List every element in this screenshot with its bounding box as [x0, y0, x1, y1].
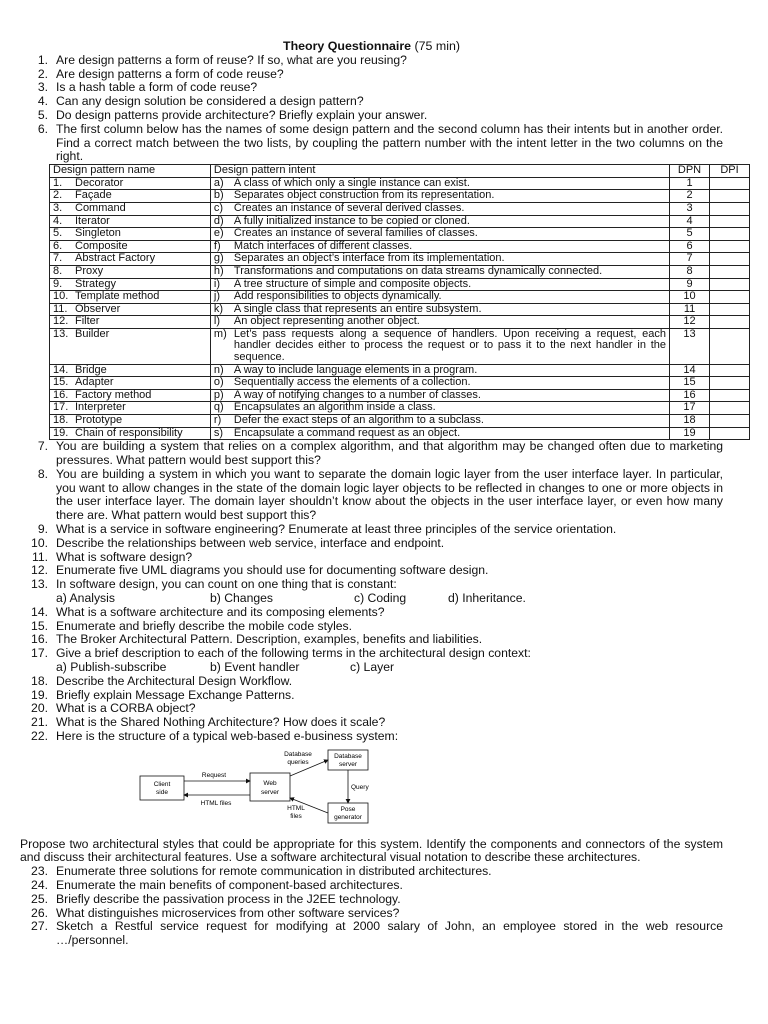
question-list-3	[20, 606, 723, 661]
intent-letter: p)	[213, 388, 224, 401]
intent-text: Creates an instance of several families of classes.	[233, 227, 478, 240]
question-text: Here is the structure of a typical web-based e-business system:	[56, 728, 399, 743]
dpn-cell: 14	[670, 364, 710, 377]
pattern-number: 13.	[53, 327, 69, 340]
intent-text: Creates an instance of several derived classes.	[233, 201, 465, 214]
pattern-number: 7.	[53, 252, 63, 265]
option-item: d) Inheritance.	[448, 591, 526, 605]
pattern-intent-cell	[210, 364, 669, 377]
dpn-cell: 9	[670, 278, 710, 291]
table-row	[50, 427, 750, 440]
web-label-2: server	[260, 788, 280, 796]
dpi-cell[interactable]	[710, 316, 750, 329]
question-text: Enumerate five UML diagrams you should use for documenting software design.	[56, 563, 489, 578]
pattern-name: Observer	[75, 302, 121, 315]
pattern-number: 2.	[53, 189, 63, 202]
question-text: Enumerate three solutions for remote communication in distributed architectures.	[56, 864, 492, 879]
question-text: The first column below has the names of some design pattern and the second column has their intents but in another order. Find a correct match between the two lists, by coupling the pattern number with the intent letter in the two columns on the right.	[56, 121, 723, 164]
pattern-name: Factory method	[75, 388, 152, 401]
duration-text: (75 min)	[414, 39, 460, 53]
option-item: b) Event handler	[210, 659, 300, 674]
pattern-name: Proxy	[75, 264, 104, 277]
dpi-cell[interactable]	[710, 253, 750, 266]
pattern-intent-cell	[210, 402, 669, 415]
intent-letter: i)	[213, 277, 221, 290]
question-item	[20, 81, 723, 95]
option-item: c) Layer	[350, 659, 395, 674]
question-item	[20, 920, 723, 948]
pattern-intent-cell	[210, 215, 669, 228]
question-number: 16.	[31, 632, 48, 647]
pattern-intent-cell	[210, 265, 669, 278]
dpi-cell[interactable]	[710, 202, 750, 215]
question-item	[20, 123, 723, 164]
intent-letter: j)	[213, 290, 221, 303]
intent-letter: c)	[213, 201, 224, 214]
pattern-name: Filter	[75, 315, 100, 328]
question-item	[20, 620, 723, 634]
pattern-name-cell	[50, 265, 211, 278]
question-item	[20, 865, 723, 879]
pattern-intent-cell	[210, 389, 669, 402]
pattern-name: Bridge	[75, 363, 107, 376]
pattern-name-cell	[50, 177, 211, 190]
intent-letter: n)	[213, 363, 224, 376]
question-number: 21.	[31, 715, 48, 730]
question-text: Sketch a Restful service request for modifying at 2000 salary of John, an employee stored in the web resource …/personnel.	[56, 919, 723, 948]
intent-text: Separates an object’s interface from its implementation.	[233, 252, 505, 265]
pattern-name: Chain of responsibility	[75, 426, 183, 439]
question-number: 15.	[31, 618, 48, 633]
pattern-number: 4.	[53, 214, 63, 227]
pattern-number: 17.	[53, 401, 69, 414]
dpn-cell: 12	[670, 316, 710, 329]
dpn-cell: 8	[670, 265, 710, 278]
intent-letter: r)	[213, 414, 222, 427]
question-number: 19.	[31, 687, 48, 702]
dpi-cell[interactable]	[710, 427, 750, 440]
intent-letter: f)	[213, 239, 221, 252]
dpn-cell: 7	[670, 253, 710, 266]
question-number: 9.	[37, 522, 48, 537]
pose-label-1: Pose	[340, 805, 356, 813]
pattern-name: Façade	[75, 189, 112, 202]
pattern-intent-cell	[210, 328, 669, 364]
question-number: 6.	[37, 121, 48, 136]
question-number: 20.	[31, 701, 48, 716]
header-dpn: DPN	[670, 165, 710, 178]
q22-instructions: Propose two architectural styles that could be appropriate for this system. Identify the components and connectors of the system and discuss their architectural features. Use a software architectural visual notation to describe these architectures.	[20, 836, 723, 865]
question-text: What is software design?	[56, 549, 193, 564]
dpn-cell: 11	[670, 303, 710, 316]
dpi-cell[interactable]	[710, 240, 750, 253]
question-item	[20, 95, 723, 109]
pattern-name-cell	[50, 303, 211, 316]
pattern-number: 18.	[53, 414, 69, 427]
question-item	[20, 907, 723, 921]
question-item	[20, 440, 723, 468]
intent-text: A fully initialized instance to be copied or cloned.	[233, 214, 470, 227]
pattern-number: 16.	[53, 388, 69, 401]
pattern-name-cell	[50, 427, 211, 440]
pattern-name-cell	[50, 328, 211, 364]
question-number: 4.	[37, 94, 48, 109]
question-item	[20, 578, 723, 592]
dpn-cell: 16	[670, 389, 710, 402]
question-item	[20, 68, 723, 82]
pattern-name-cell	[50, 316, 211, 329]
pattern-name: Iterator	[75, 214, 110, 227]
dpn-cell: 17	[670, 402, 710, 415]
question-item	[20, 730, 723, 744]
question-text: Briefly describe the passivation process in the J2EE technology.	[56, 891, 401, 906]
pattern-name-cell	[50, 364, 211, 377]
dpn-cell: 10	[670, 291, 710, 304]
question-number: 10.	[31, 535, 48, 550]
question-item	[20, 523, 723, 537]
question-number: 2.	[37, 66, 48, 81]
html-files-bottom-label-1: HTML	[287, 804, 305, 812]
table-row	[50, 364, 750, 377]
intent-text: Transformations and computations on data streams dynamically connected.	[233, 264, 603, 277]
pattern-name-cell	[50, 291, 211, 304]
pattern-intent-cell	[210, 377, 669, 390]
client-side-box	[140, 776, 184, 800]
question-item	[20, 716, 723, 730]
question-number: 12.	[31, 563, 48, 578]
intent-letter: m)	[213, 327, 227, 340]
pattern-intent-cell	[210, 303, 669, 316]
question-text: Do design patterns provide architecture? Briefly explain your answer.	[56, 107, 428, 122]
question-text: Is a hash table a form of code reuse?	[56, 80, 258, 95]
question-list-5	[20, 865, 723, 948]
dpn-cell: 15	[670, 377, 710, 390]
intent-text: An object representing another object.	[233, 315, 420, 328]
table-row	[50, 202, 750, 215]
pattern-intent-cell	[210, 202, 669, 215]
dpi-cell[interactable]	[710, 389, 750, 402]
question-item	[20, 893, 723, 907]
question-text: Briefly explain Message Exchange Patterns.	[56, 687, 295, 702]
intent-letter: o)	[213, 376, 224, 389]
pattern-intent-cell	[210, 228, 669, 241]
intent-letter: b)	[213, 189, 224, 202]
pattern-number: 9.	[53, 277, 63, 290]
table-row	[50, 228, 750, 241]
question-number: 8.	[37, 466, 48, 481]
intent-text: A way of notifying changes to a number of classes.	[233, 388, 481, 401]
dpi-cell[interactable]	[710, 278, 750, 291]
intent-letter: s)	[213, 426, 224, 439]
pattern-name: Builder	[75, 327, 110, 340]
db-label-1: Database	[334, 752, 362, 760]
pattern-name: Command	[75, 201, 126, 214]
dpn-cell: 1	[670, 177, 710, 190]
question-text: In software design, you can count on one thing that is constant:	[56, 577, 397, 592]
pattern-intent-cell	[210, 415, 669, 428]
question-number: 25.	[31, 891, 48, 906]
question-item	[20, 537, 723, 551]
question-list-2	[20, 440, 723, 592]
pattern-number: 5.	[53, 227, 63, 240]
pattern-name-cell	[50, 402, 211, 415]
intent-text: A class of which only a single instance can exist.	[233, 176, 470, 189]
question-item	[20, 551, 723, 565]
option-item: c) Coding	[354, 591, 407, 605]
intent-text: A single class that represents an entire subsystem.	[233, 302, 482, 315]
table-row	[50, 215, 750, 228]
table-row	[50, 316, 750, 329]
question-item	[20, 468, 723, 523]
intent-text: A tree structure of simple and composite objects.	[233, 277, 472, 290]
pattern-number: 3.	[53, 201, 63, 214]
pattern-intent-cell	[210, 190, 669, 203]
pattern-intent-cell	[210, 253, 669, 266]
db-queries-label-2: queries	[287, 758, 309, 766]
question-item	[20, 606, 723, 620]
question-item	[20, 647, 723, 661]
q17-options	[20, 661, 723, 675]
table-row	[50, 278, 750, 291]
e-business-diagram	[138, 748, 408, 828]
pattern-name: Decorator	[75, 176, 124, 189]
question-number: 1.	[37, 52, 48, 67]
pattern-name-cell	[50, 228, 211, 241]
pattern-number: 11.	[53, 302, 68, 315]
pattern-name-cell	[50, 278, 211, 291]
pattern-name: Adapter	[75, 376, 114, 389]
question-item	[20, 689, 723, 703]
dpi-cell[interactable]	[710, 291, 750, 304]
pattern-intent-cell	[210, 278, 669, 291]
question-number: 5.	[37, 107, 48, 122]
pattern-intent-cell	[210, 177, 669, 190]
pattern-intent-cell	[210, 316, 669, 329]
dpi-cell[interactable]	[710, 228, 750, 241]
table-row	[50, 377, 750, 390]
intent-text: Separates object construction from its representation.	[233, 189, 495, 202]
pattern-number: 1.	[53, 176, 63, 189]
pattern-name-cell	[50, 190, 211, 203]
pattern-intent-cell	[210, 427, 669, 440]
pattern-name: Template method	[75, 290, 160, 303]
pattern-name-cell	[50, 253, 211, 266]
intent-text: A way to include language elements in a program.	[233, 363, 478, 376]
header-name: Design pattern name	[50, 165, 211, 178]
question-item	[20, 675, 723, 689]
pattern-name: Prototype	[75, 414, 123, 427]
pattern-number: 14.	[53, 363, 69, 376]
dpn-cell: 13	[670, 328, 710, 364]
pattern-intent-cell	[210, 240, 669, 253]
dpi-cell[interactable]	[710, 415, 750, 428]
table-row	[50, 190, 750, 203]
intent-letter: h)	[213, 264, 224, 277]
question-text: What is a service in software engineering? Enumerate at least three principles of the service orientation.	[56, 522, 617, 537]
client-label-1: Client	[153, 780, 171, 788]
question-number: 11.	[31, 549, 48, 564]
table-row	[50, 303, 750, 316]
intent-letter: l)	[213, 315, 221, 328]
table-row	[50, 240, 750, 253]
table-row	[50, 402, 750, 415]
intent-letter: g)	[213, 252, 224, 265]
dpi-cell[interactable]	[710, 303, 750, 316]
web-label-1: Web	[263, 779, 277, 787]
question-number: 26.	[31, 905, 48, 920]
pattern-name-cell	[50, 215, 211, 228]
question-number: 3.	[37, 80, 48, 95]
pattern-number: 10.	[53, 290, 69, 303]
option-item: a) Publish-subscribe	[56, 659, 167, 674]
dpn-cell: 3	[670, 202, 710, 215]
dpi-cell[interactable]	[710, 364, 750, 377]
question-item	[20, 633, 723, 647]
table-row	[50, 389, 750, 402]
html-files-bottom-label-2: files	[290, 812, 302, 820]
question-text: The Broker Architectural Pattern. Description, examples, benefits and liabilities.	[56, 632, 483, 647]
q13-options	[20, 592, 723, 606]
pattern-number: 8.	[53, 264, 63, 277]
question-text: Describe the relationships between web service, interface and endpoint.	[56, 535, 445, 550]
db-label-2: server	[338, 760, 358, 768]
dpn-cell: 19	[670, 427, 710, 440]
question-text: Enumerate the main benefits of component-based architectures.	[56, 877, 403, 892]
dpi-cell[interactable]	[710, 265, 750, 278]
intent-letter: k)	[213, 302, 224, 315]
table-row	[50, 177, 750, 190]
question-text: What is a CORBA object?	[56, 701, 196, 716]
intent-letter: a)	[213, 176, 224, 189]
intent-text: Sequentially access the elements of a collection.	[233, 376, 471, 389]
dpn-cell: 6	[670, 240, 710, 253]
pattern-table	[49, 164, 750, 440]
dpi-cell[interactable]	[710, 215, 750, 228]
question-number: 23.	[31, 864, 48, 879]
pattern-name: Strategy	[75, 277, 116, 290]
intent-text: Match interfaces of different classes.	[233, 239, 413, 252]
intent-letter: e)	[213, 227, 224, 240]
question-item	[20, 54, 723, 68]
pattern-name-cell	[50, 240, 211, 253]
dpn-cell: 2	[670, 190, 710, 203]
pattern-number: 19.	[53, 426, 69, 439]
question-number: 13.	[31, 577, 48, 592]
table-row	[50, 415, 750, 428]
question-number: 18.	[31, 673, 48, 688]
dpi-cell[interactable]	[710, 402, 750, 415]
intent-text: Encapsulate a command request as an object.	[233, 426, 461, 439]
web-server-box	[250, 773, 290, 801]
html-files-left-label: HTML files	[200, 799, 232, 807]
dpi-cell[interactable]	[710, 177, 750, 190]
dpi-cell[interactable]	[710, 190, 750, 203]
dpi-cell[interactable]	[710, 377, 750, 390]
dpi-cell[interactable]	[710, 328, 750, 364]
table-row	[50, 328, 750, 364]
pattern-name: Singleton	[75, 227, 121, 240]
table-header-row	[50, 165, 750, 178]
question-number: 17.	[31, 646, 48, 661]
header-intent: Design pattern intent	[210, 165, 669, 178]
header-dpi: DPI	[710, 165, 750, 178]
dpn-cell: 4	[670, 215, 710, 228]
question-number: 14.	[31, 604, 48, 619]
question-text: Describe the Architectural Design Workflow.	[56, 673, 293, 688]
dpn-cell: 18	[670, 415, 710, 428]
pattern-name-cell	[50, 377, 211, 390]
intent-letter: d)	[213, 214, 224, 227]
question-text: You are building a system that relies on a complex algorithm, and that algorithm may be changed often due to marketing pressures. What pattern would best support this?	[56, 439, 723, 468]
question-list-1	[20, 54, 723, 164]
question-text: What is a software architecture and its composing elements?	[56, 604, 385, 619]
pattern-name-cell	[50, 202, 211, 215]
pattern-name: Abstract Factory	[75, 252, 156, 265]
page-title	[20, 40, 723, 54]
query-label: Query	[351, 783, 369, 791]
intent-text: Encapsulates an algorithm inside a class.	[233, 401, 436, 414]
pattern-number: 6.	[53, 239, 63, 252]
pattern-number: 15.	[53, 376, 69, 389]
question-text: What is the Shared Nothing Architecture? How does it scale?	[56, 715, 386, 730]
dpn-cell: 5	[670, 228, 710, 241]
question-number: 27.	[31, 919, 48, 934]
question-number: 22.	[31, 728, 48, 743]
request-label: Request	[201, 771, 227, 779]
intent-text: Add responsibilities to objects dynamically.	[233, 290, 442, 303]
question-text: Can any design solution be considered a design pattern?	[56, 94, 364, 109]
pattern-number: 12.	[53, 315, 69, 328]
db-queries-label-1: Database	[284, 750, 312, 758]
pattern-name: Interpreter	[75, 401, 126, 414]
question-text: Enumerate and briefly describe the mobile code styles.	[56, 618, 353, 633]
intent-text: Let’s pass requests along a sequence of handlers. Upon receiving a request, each handler decides either to process the request or to pass it to the next handler in the sequence.	[233, 327, 667, 364]
pattern-name: Composite	[75, 239, 128, 252]
question-list-4	[20, 675, 723, 744]
pattern-name-cell	[50, 415, 211, 428]
intent-text: Defer the exact steps of an algorithm to a subclass.	[233, 414, 484, 427]
intent-letter: q)	[213, 401, 224, 414]
question-text: You are building a system in which you want to separate the domain logic layer from the user interface layer. In particular, you want to allow changes in the state of the domain logic layer objects to be reflected in changes to one or more objects in the user interface layer. The domain layer shouldn’t know about the objects in the user interface layer, or even how many there are. What pattern would best support this?	[56, 466, 723, 523]
question-item	[20, 702, 723, 716]
question-text: Give a brief description to each of the following terms in the architectural design context:	[56, 646, 531, 661]
question-number: 7.	[37, 439, 48, 454]
option-item: b) Changes	[210, 591, 274, 605]
table-row	[50, 253, 750, 266]
question-item	[20, 109, 723, 123]
question-item	[20, 564, 723, 578]
client-label-2: side	[156, 788, 168, 796]
questionnaire-page	[20, 39, 739, 948]
question-text: Are design patterns a form of reuse? If so, what are you reusing?	[56, 52, 407, 67]
table-row	[50, 265, 750, 278]
option-item: a) Analysis	[56, 591, 115, 605]
pattern-intent-cell	[210, 291, 669, 304]
title-text: Theory Questionnaire	[283, 39, 412, 53]
table-row	[50, 291, 750, 304]
question-text: Are design patterns a form of code reuse?	[56, 66, 284, 81]
pattern-name-cell	[50, 389, 211, 402]
question-text: What distinguishes microservices from other software services?	[56, 905, 400, 920]
question-item	[20, 879, 723, 893]
pose-label-2: generator	[334, 813, 362, 821]
question-number: 24.	[31, 877, 48, 892]
